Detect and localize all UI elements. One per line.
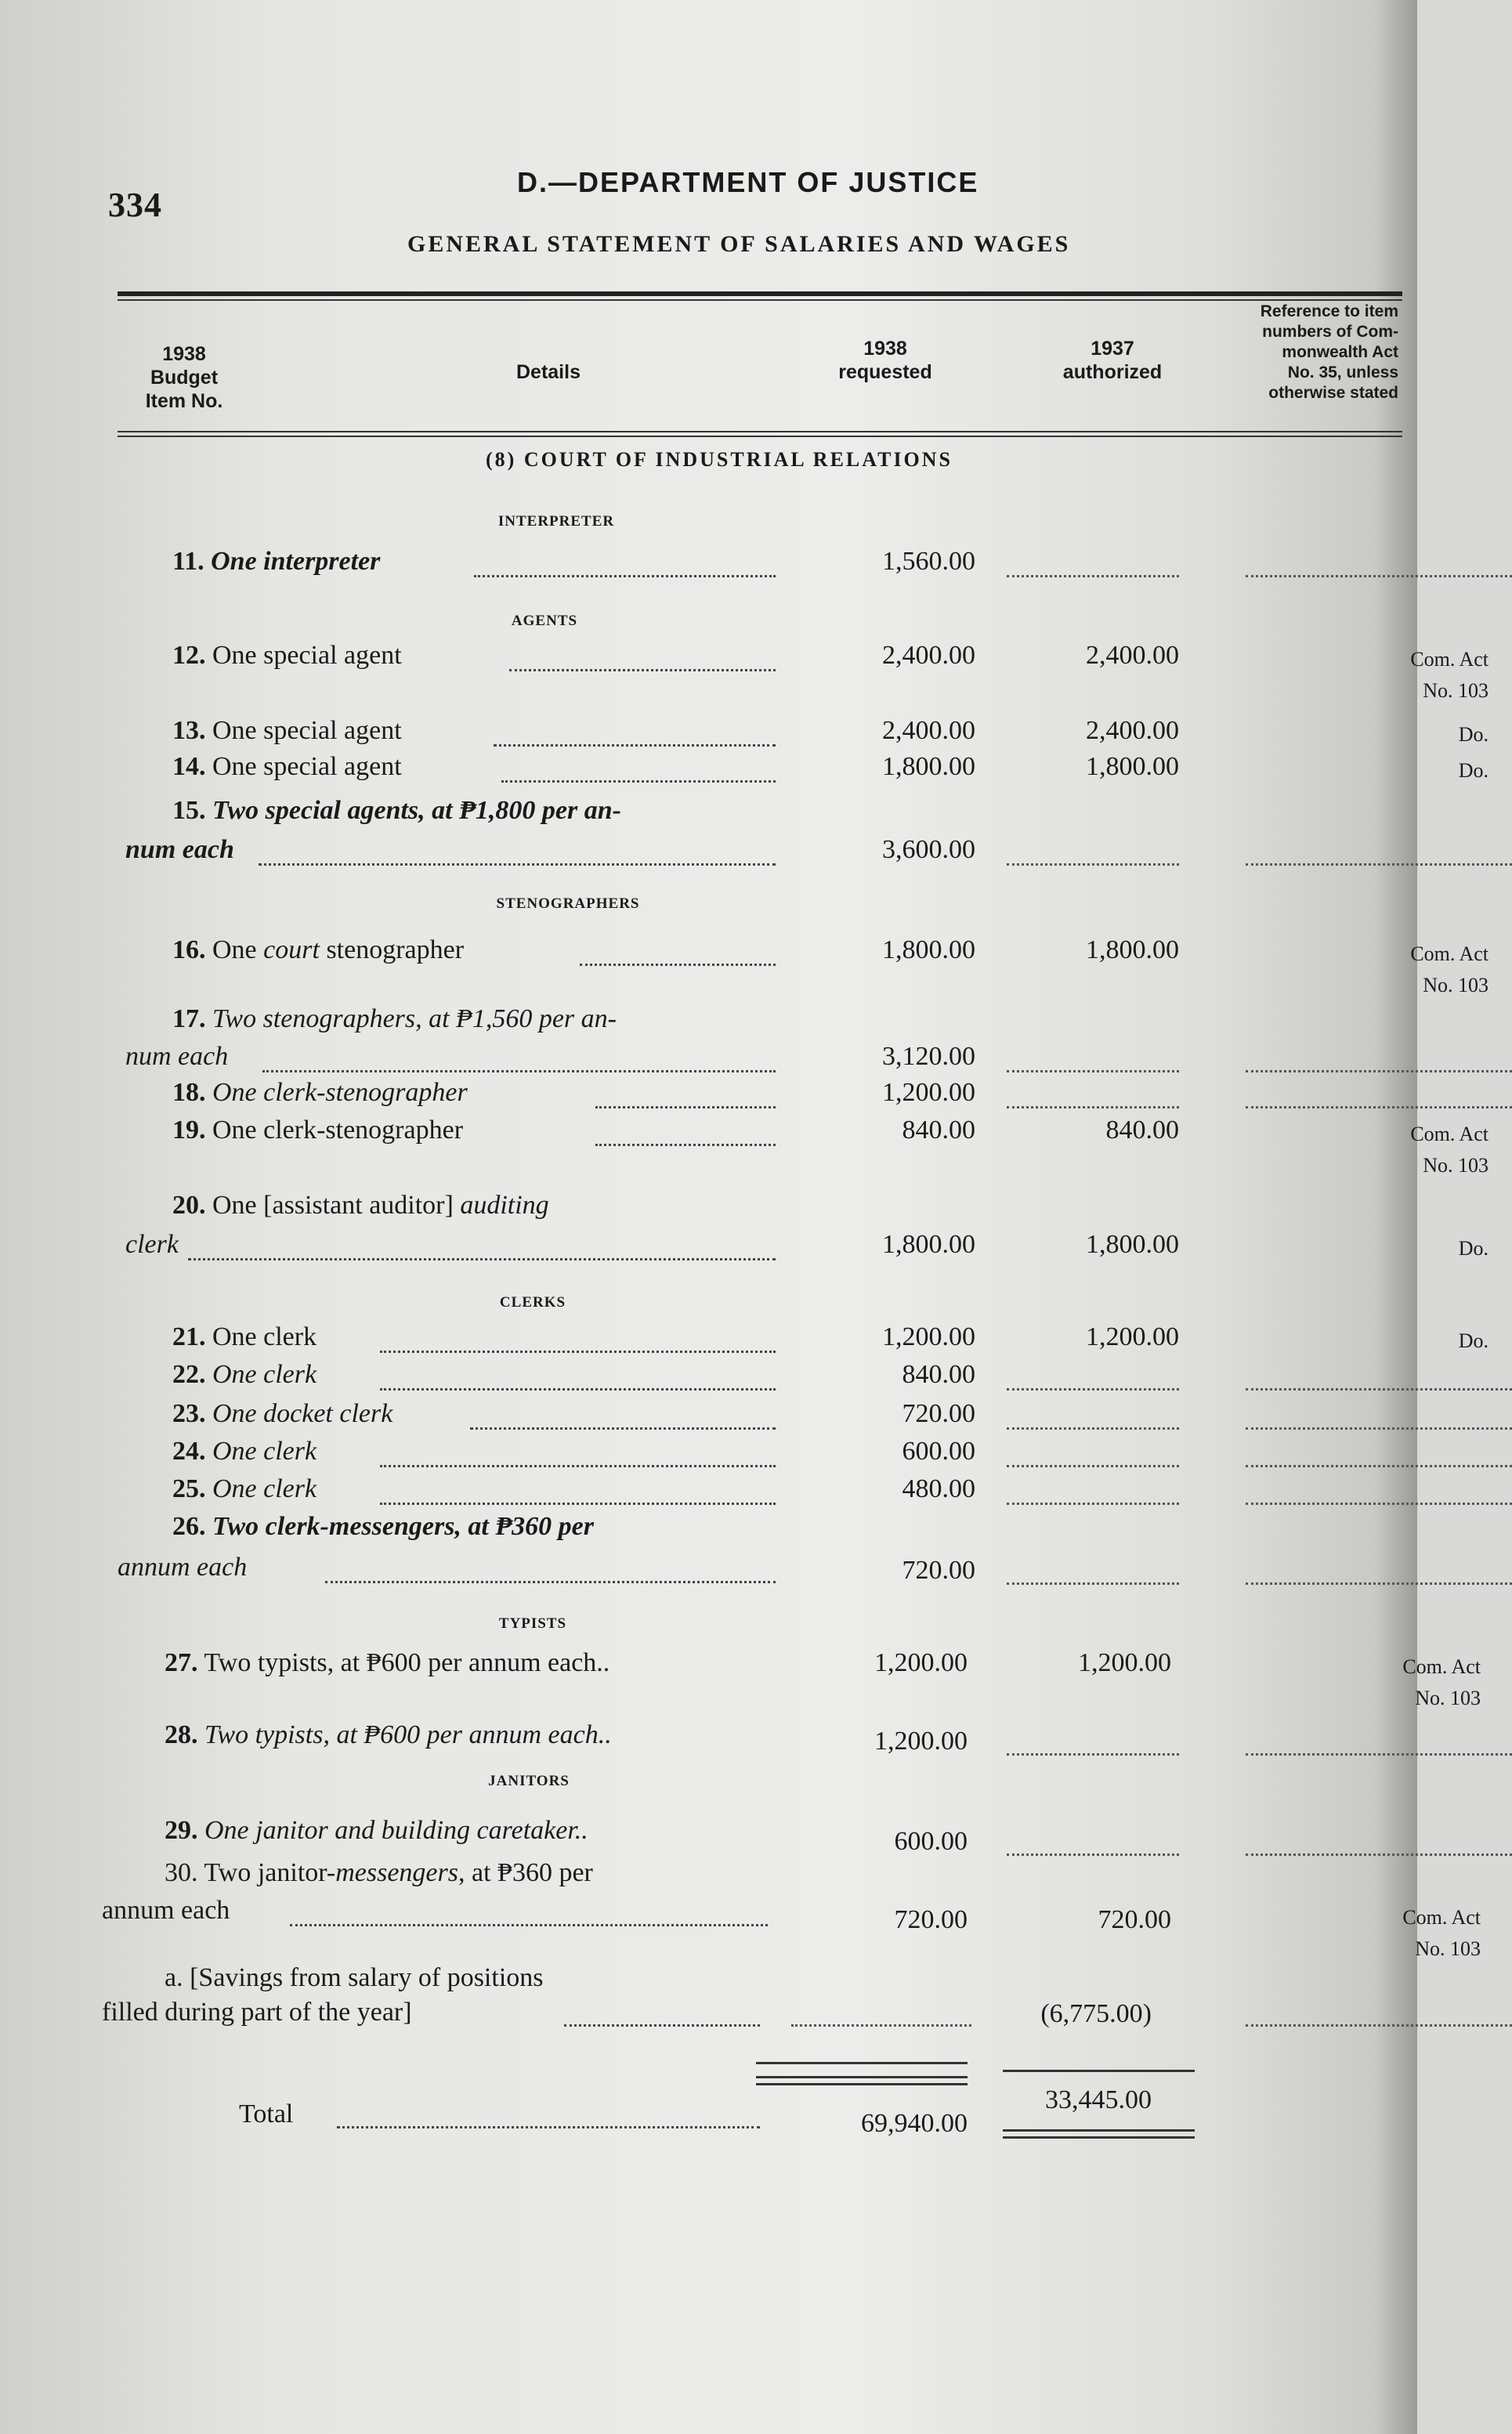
sum-double-rule-requested [756,2076,968,2085]
category-janitors: JANITORS [488,1773,570,1789]
header-rule-top-thin [118,299,1402,301]
category-stenographers: STENOGRAPHERS [496,895,640,912]
table-row: 12. One special agent 2,400.00 2,400.00 Com. Act No. 103 [172,641,1488,702]
table-row: 25. One clerk 480.00 [118,1474,1402,1514]
table-row: 29. One janitor and building caretaker.. 600.00 [118,1816,1402,1855]
header-rule-bottom [118,431,1402,432]
category-typists: TYPISTS [498,1615,567,1632]
column-header-details: Details [516,361,581,383]
sum-rule-authorized [1003,2070,1195,2072]
department-title: D.—DEPARTMENT OF JUSTICE [517,166,979,198]
table-row: 15. Two special agents, at ₱1,800 per an- num each 3,600.00 [118,796,1402,874]
table-row: 30. Two janitor-messengers, at ₱360 per annum each 720.00 720.00 Com. Act No. 103 [102,1858,1481,1960]
table-row: 14. One special agent 1,800.00 1,800.00 Do. [172,752,1488,782]
table-row: 17. Two stenographers, at ₱1,560 per an- num each 3,120.00 [118,1004,1402,1083]
category-interpreter: INTERPRETER [497,513,615,530]
table-row: 13. One special agent 2,400.00 2,400.00 Do. [172,716,1488,746]
total-double-rule-authorized [1003,2129,1195,2139]
table-row: 18. One clerk-stenographer 1,200.00 [118,1078,1402,1117]
table-row: 19. One clerk-stenographer 840.00 840.00 Com. Act No. 103 [172,1116,1488,1177]
column-header-authorized: 1937 authorized [1062,338,1163,383]
table-row: 11. One interpreter 1,560.00 [118,547,1402,586]
header-rule-bottom-2 [118,436,1402,437]
table-row: 28. Two typists, at ₱600 per annum each.. 1,200.00 [118,1720,1402,1759]
column-header-reference: Reference to item numbers of Com- monwealth Act No. 35, unless otherwise stated [1260,302,1398,402]
statement-subtitle: GENERAL STATEMENT OF SALARIES AND WAGES [407,231,1071,257]
table-row: 23. One docket clerk 720.00 [118,1399,1402,1438]
table-row: 21. One clerk 1,200.00 1,200.00 Do. [172,1322,1488,1352]
section-title: (8) COURT OF INDUSTRIAL RELATIONS [486,448,953,471]
table-row: 22. One clerk 840.00 [118,1360,1402,1399]
category-clerks: CLERKS [499,1294,566,1311]
table-row: 16. One court stenographer 1,800.00 1,800.00 Com. Act No. 103 [172,935,1488,996]
table-row: 26. Two clerk-messengers, at ₱360 per annum each 720.00 [118,1512,1402,1590]
header-rule-top [118,291,1402,296]
column-header-item: 1938 Budget Item No. [145,343,223,412]
table-row: 27. Two typists, at ₱600 per annum each.. 1,200.00 1,200.00 Com. Act No. 103 [165,1648,1481,1709]
page-number: 334 [108,186,162,224]
table-row: 24. One clerk 600.00 [118,1437,1402,1476]
sum-rule-requested [756,2062,968,2064]
total-row: Total 69,940.00 33,445.00 [239,2085,1152,2138]
table-row: 20. One [assistant auditor] auditing clerk 1,800.00 1,800.00 Do. [125,1191,1488,1260]
table-row: a. [Savings from salary of positions filled during part of the year] (6,775.00) [118,1963,1402,2042]
column-header-requested: 1938 requested [838,338,932,383]
category-agents: AGENTS [511,613,578,629]
